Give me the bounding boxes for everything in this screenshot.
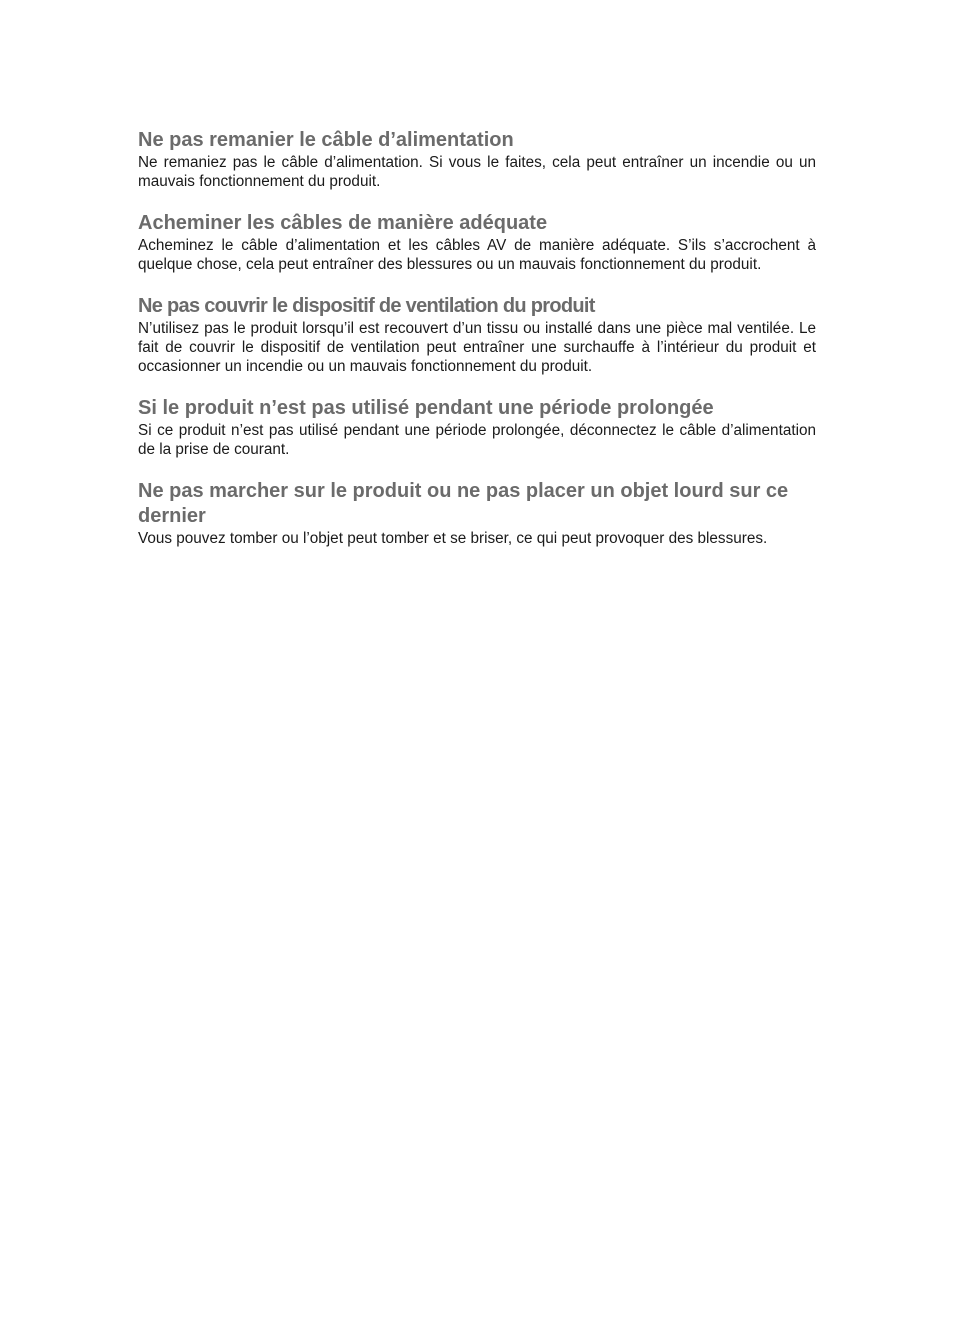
section-ventilation bbox=[138, 294, 816, 376]
section-heading: Si le produit n’est pas utilisé pendant une période prolongée bbox=[138, 397, 714, 419]
section-heavy-objects bbox=[138, 479, 816, 548]
section-body: N’utilisez pas le produit lorsqu’il est recouvert d’un tissu ou installé dans une pièce mal ventilée. Le fait de couvrir le dispositif de ventilation peut entraîner une surchauffe à l’intérieur du produit et occasionner un incendie ou un mauvais fonctionnement du produit. bbox=[138, 320, 816, 375]
section-heading: Acheminer les câbles de manière adéquate bbox=[138, 212, 548, 234]
section-body: Vous pouvez tomber ou l’objet peut tomber et se briser, ce qui peut provoquer des blessures. bbox=[138, 530, 768, 547]
section-heading: Ne pas marcher sur le produit ou ne pas placer un objet lourd sur ce dernier bbox=[138, 480, 789, 527]
section-body: Ne remaniez pas le câble d’alimentation. Si vous le faites, cela peut entraîner un incendie ou un mauvais fonctionnement du produit. bbox=[138, 154, 816, 190]
section-body: Si ce produit n’est pas utilisé pendant une période prolongée, déconnectez le câble d’alimentation de la prise de courant. bbox=[138, 422, 816, 458]
section-heading: Ne pas couvrir le dispositif de ventilation du produit bbox=[138, 295, 595, 317]
document-page bbox=[138, 128, 816, 568]
section-cable-routing bbox=[138, 211, 816, 274]
section-long-unused bbox=[138, 396, 816, 459]
section-body: Acheminez le câble d’alimentation et les câbles AV de manière adéquate. S’ils s’accrochent à quelque chose, cela peut entraîner des blessures ou un mauvais fonctionnement du produit. bbox=[138, 237, 816, 273]
section-heading: Ne pas remanier le câble d’alimentation bbox=[138, 129, 514, 151]
section-power-cable bbox=[138, 128, 816, 191]
